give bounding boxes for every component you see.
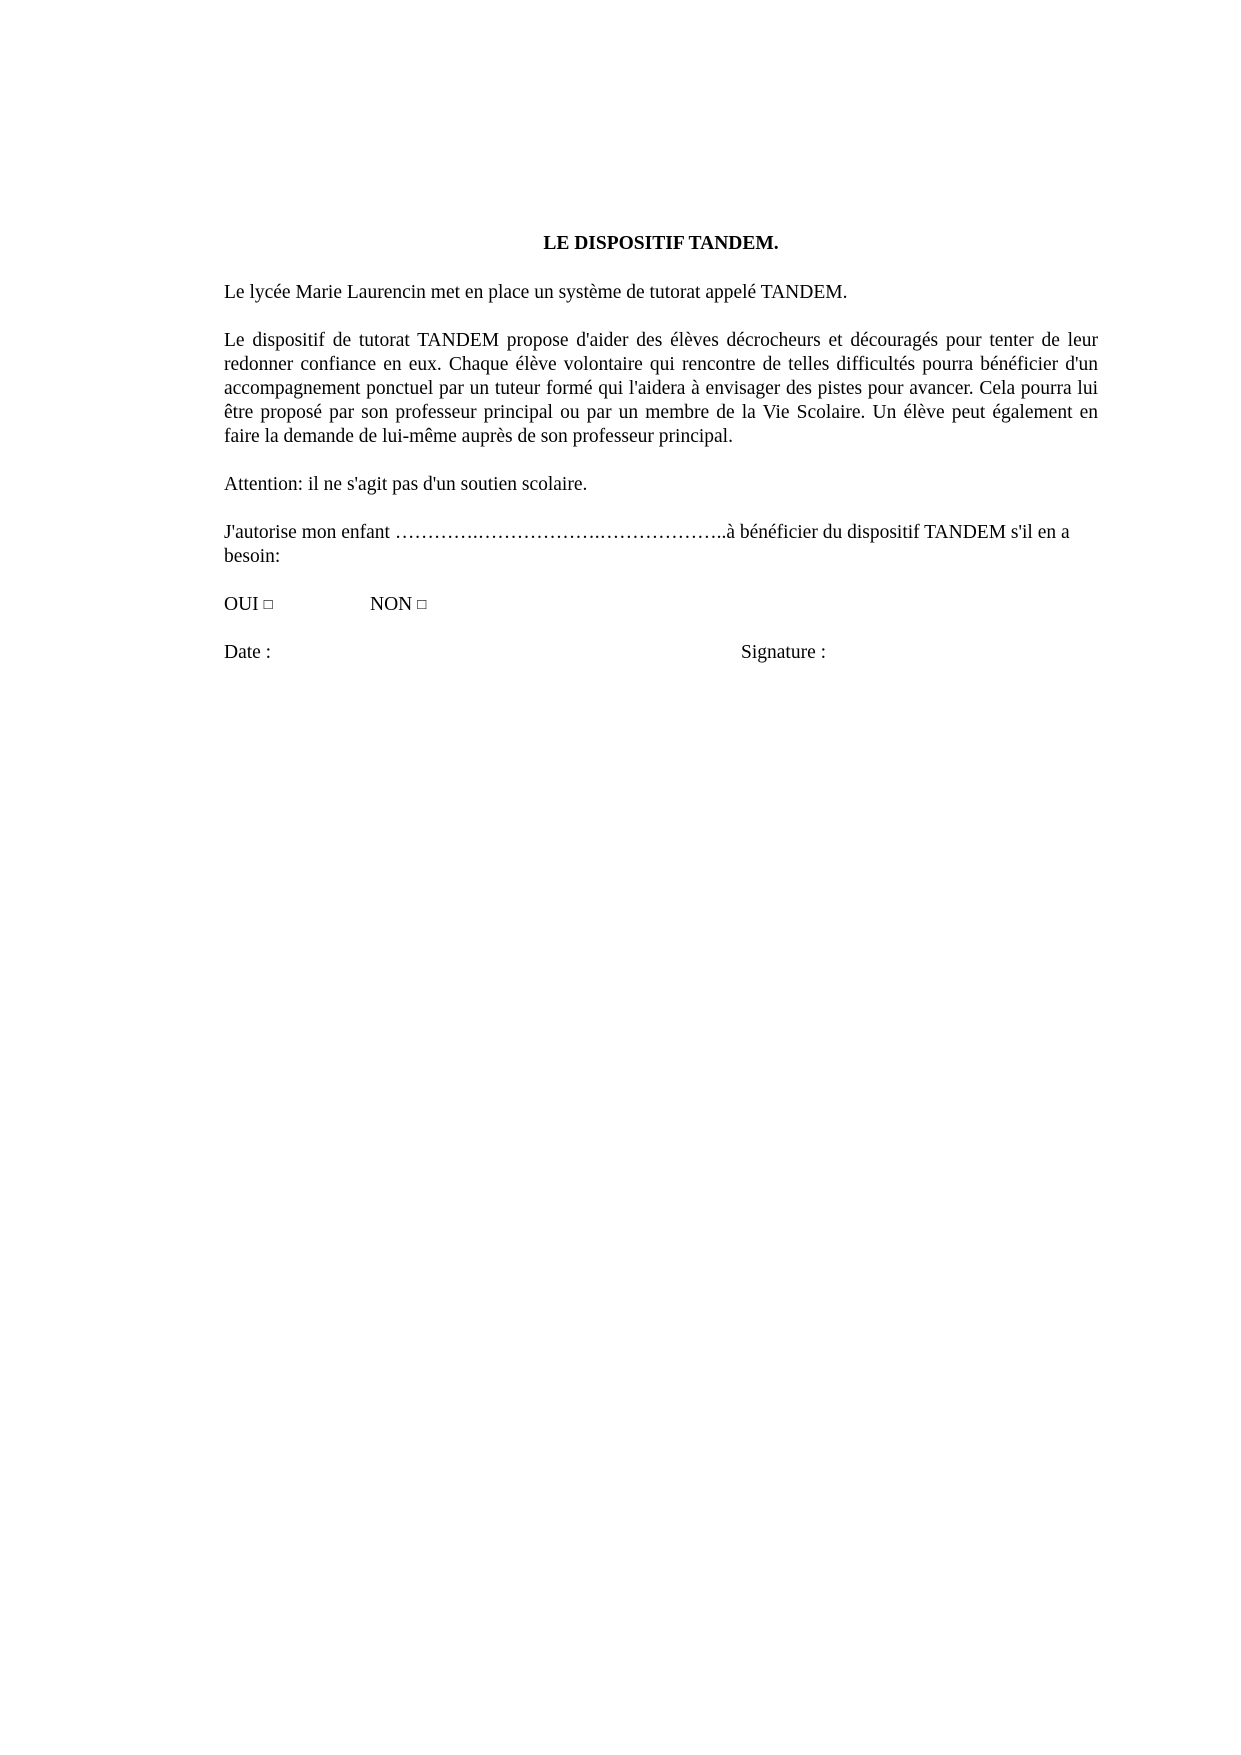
consent-options — [224, 593, 1098, 617]
intro-paragraph: Le lycée Marie Laurencin met en place un système de tutorat appelé TANDEM. — [224, 282, 848, 303]
authorization-paragraph: J'autorise mon enfant ………….……………….………………..à bénéficier du dispositif TANDEM s'il en a besoin: — [224, 522, 1070, 567]
document-title: LE DISPOSITIF TANDEM. — [543, 233, 779, 254]
option-non-label: NON — [370, 594, 413, 615]
date-label: Date : — [224, 642, 272, 663]
option-oui[interactable] — [224, 593, 273, 617]
description-paragraph: Le dispositif de tutorat TANDEM propose d'aider des élèves décrocheurs et découragés pour tenter de leur redonner confiance en eux. Chaque élève volontaire qui rencontre de telles difficultés pourra bénéficier d'un accompagnement ponctuel par un tuteur formé qui l'aidera à envisager des pistes pour avancer. Cela pourra lui être proposé par son professeur principal ou par un membre de la Vie Scolaire. Un élève peut également en faire la demande de lui-même auprès de son professeur principal. — [224, 330, 1098, 447]
attention-paragraph: Attention: il ne s'agit pas d'un soutien scolaire. — [224, 474, 588, 495]
signature-row — [224, 641, 1098, 665]
checkbox-non-icon[interactable]: □ — [417, 597, 427, 613]
document-body — [224, 232, 1098, 665]
option-non[interactable] — [370, 593, 426, 617]
checkbox-oui-icon[interactable]: □ — [263, 597, 273, 613]
option-oui-label: OUI — [224, 594, 259, 615]
signature-label: Signature : — [741, 642, 827, 663]
